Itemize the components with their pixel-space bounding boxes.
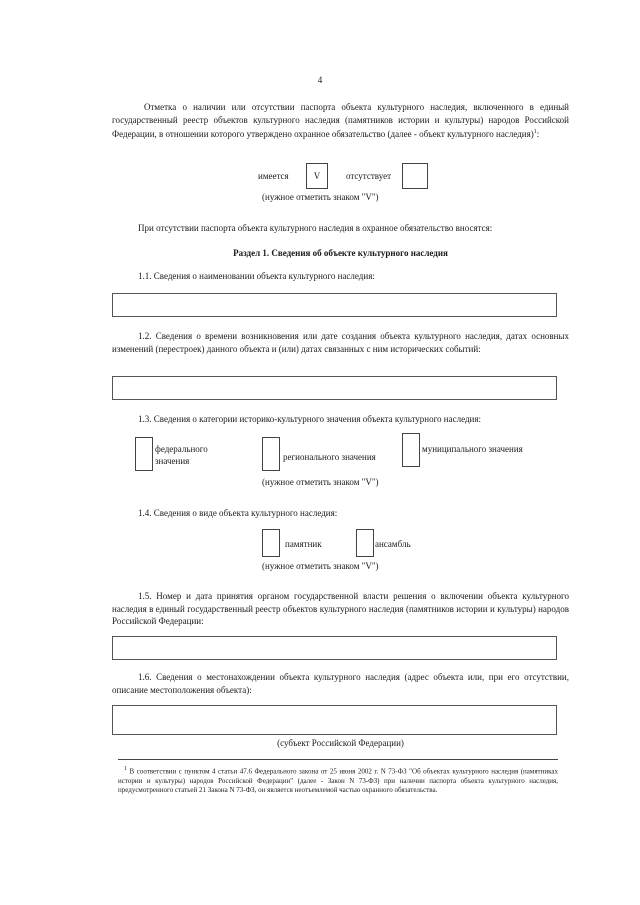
item-1-1-field[interactable]: [112, 293, 557, 317]
absent-passport-text: При отсутствии паспорта объекта культурного наследия в охранное обязательство вносятся:: [138, 223, 493, 233]
intro-paragraph: Отметка о наличии или отсутствии паспорта объекта культурного наследия, включенного в единый государственный реестр объектов культурного наследия (памятников истории и культуры) народов Российской Федерации, в отношении которого утверждено охранное обязательство (далее - объект культурного наследия)$^1$:: [112, 102, 569, 140]
item-1-6-caption: (субъект Российской Федерации): [277, 738, 404, 748]
passport-absent-label: отсутствует: [346, 171, 392, 181]
type-monument-label: памятник: [285, 539, 322, 549]
category-municipal-checkbox[interactable]: [402, 433, 420, 467]
category-regional-checkbox[interactable]: [262, 437, 280, 471]
item-1-6-text: 1.6. Сведения о местонахождении объекта культурного наследия (адрес объекта или, при его отсутствии, описание местоположения объекта):: [112, 672, 569, 695]
category-federal-label-2: значения: [155, 456, 190, 466]
item-1-3-text: 1.3. Сведения о категории историко-культурного значения объекта культурного наследия:: [138, 414, 482, 424]
category-note: (нужное отметить знаком "V"): [262, 477, 379, 487]
type-ensemble-checkbox[interactable]: [356, 529, 374, 557]
item-1-1-text: 1.1. Сведения о наименовании объекта культурного наследия:: [138, 271, 375, 281]
footnote: [118, 765, 558, 796]
category-federal-label-1: федерального: [155, 444, 208, 454]
footnote-ref[interactable]: 1: [533, 129, 537, 136]
passport-has-checkbox[interactable]: V: [306, 163, 328, 189]
passport-absent-checkbox[interactable]: [402, 163, 428, 189]
category-federal-checkbox[interactable]: [135, 437, 153, 471]
item-1-6-field[interactable]: [112, 705, 557, 735]
footnote-divider: [118, 759, 558, 760]
section-title: Раздел 1. Сведения об объекте культурного наследия: [233, 248, 448, 258]
category-municipal-label: муниципального значения: [422, 444, 523, 454]
category-regional-label: регионального значения: [283, 452, 376, 462]
item-1-2-text: 1.2. Сведения о времени возникновения или дате создания объекта культурного наследия, датах основных изменений (перестроек) данного объекта и (или) датах связанных с ним исторических событий:: [112, 331, 569, 354]
page-number: 4: [317, 75, 323, 85]
footnote-mark: 1: [124, 766, 127, 772]
intro-text: Отметка о наличии или отсутствии паспорта объекта культурного наследия, включенного в единый государственный реестр объектов культурного наследия (памятников истории и культуры) народов Российской Федерации, в отношении которого утверждено охранное обязательство (далее - объект культурного наследия): [112, 102, 569, 140]
item-1-2-field[interactable]: [112, 376, 557, 400]
type-ensemble-label: ансамбль: [375, 539, 411, 549]
passport-note: (нужное отметить знаком "V"): [262, 192, 379, 202]
item-1-5-text: 1.5. Номер и дата принятия органом государственной власти решения о включении объекта культурного наследия в единый государственный реестр объектов культурного наследия (памятников истории и культуры) народов Российской Федерации:: [112, 591, 569, 627]
item-1-5-field[interactable]: [112, 636, 557, 660]
type-note: (нужное отметить знаком "V"): [262, 561, 379, 571]
type-monument-checkbox[interactable]: [262, 529, 280, 557]
item-1-4-text: 1.4. Сведения о виде объекта культурного наследия:: [138, 508, 338, 518]
footnote-text: В соответствии с пунктом 4 статьи 47.6 Федерального закона от 25 июня 2002 г. N 73-ФЗ "Об объектах культурного наследия (памятниках истории и культуры) народов Российской Федерации" (далее - Закон N 73-ФЗ) при наличии паспорта объекта культурного наследия, предусмотренного статьей 21 Закона N 73-ФЗ, он является неотъемлемой частью охранного обязательства.: [118, 767, 559, 795]
passport-has-label: имеется: [258, 171, 289, 181]
